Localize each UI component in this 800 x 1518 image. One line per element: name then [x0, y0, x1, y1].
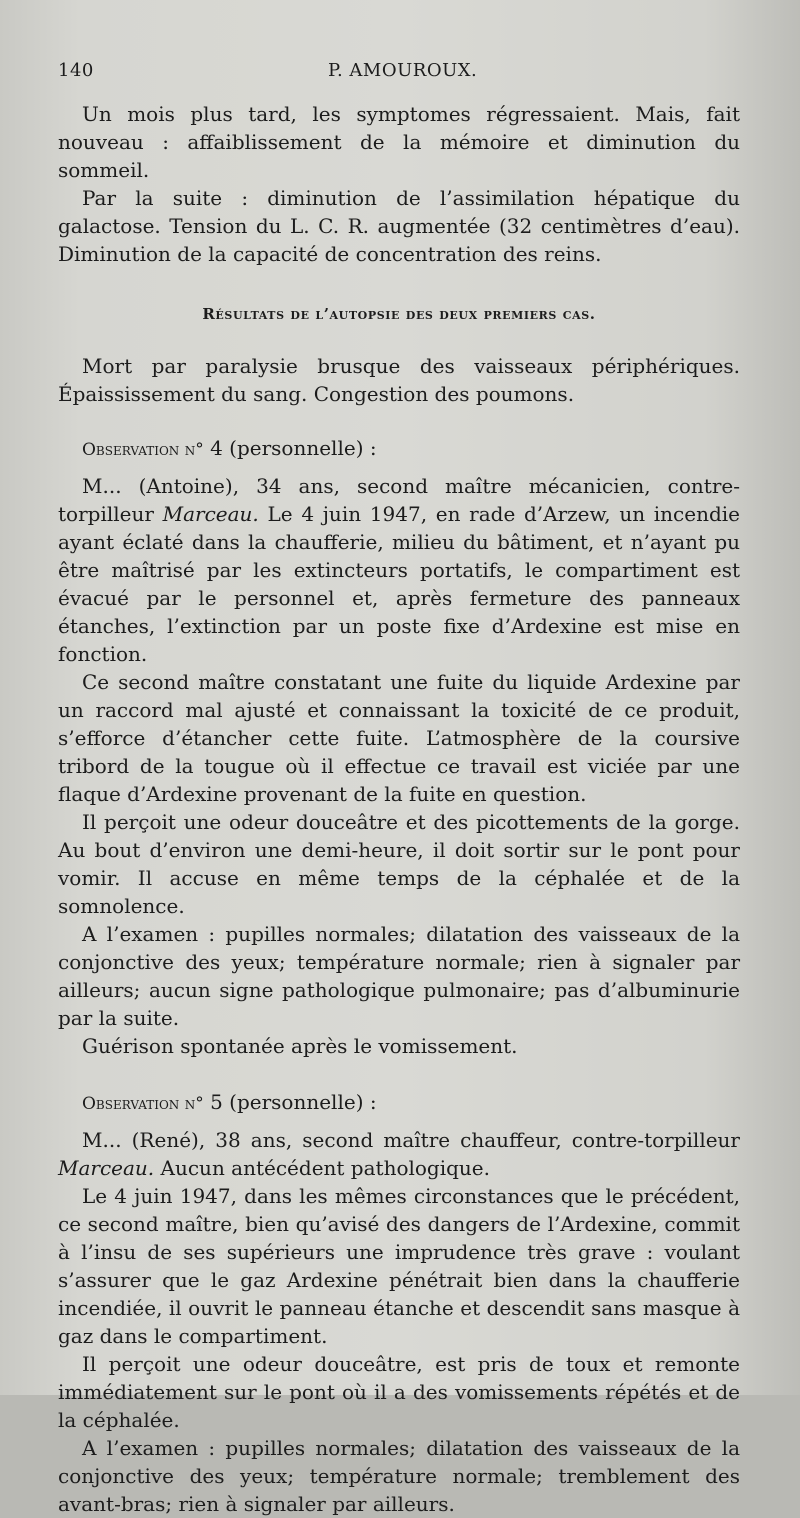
- body-text: [58, 100, 740, 1518]
- observation-5-heading: [58, 1088, 740, 1118]
- intro-paragraph-2: Par la suite : diminution de l’assimilation hépatique du galactose. Tension du L. C. R. augmentée (32 centimètres d’eau). Diminution de la capacité de concentration des reins.: [58, 186, 740, 266]
- observation-4-suffix: (personnelle) :: [229, 436, 377, 460]
- page-number: 140: [58, 60, 94, 81]
- running-title: P. AMOUROUX.: [328, 60, 478, 81]
- observation-4-paragraph-2: Ce second maître constatant une fuite du liquide Ardexine par un raccord mal ajusté et connaissant la toxicité de ce produit, s’efforce d’étancher cette fuite. L’atmosphère de la coursive tribord de la tougue où il effectue ce travail est viciée par une flaque d’Ardexine provenant de la fuite en question.: [58, 670, 740, 806]
- autopsy-heading: Résultats de l’autopsie des deux premiers cas.: [202, 305, 596, 323]
- observation-4-paragraph-1: [58, 472, 740, 668]
- observation-4-event: Le 4 juin 1947, en rade d’Arzew, un incendie ayant éclaté dans la chaufferie, milieu du bâtiment, et n’ayant pu être maîtrisé par les extincteurs portatifs, le compartiment est évacué par le personnel et, après fermeture des panneaux étanches, l’extinction par un poste fixe d’Ardexine est mise en fonction.: [58, 502, 741, 666]
- observation-5-paragraph-1: [58, 1126, 740, 1182]
- observation-5-number: 5: [210, 1090, 223, 1114]
- autopsy-paragraph: Mort par paralysie brusque des vaisseaux périphériques. Épaississement du sang. Congestion des poumons.: [58, 354, 740, 406]
- observation-5-patient: M... (René), 38 ans, second maître chauffeur, contre-torpilleur: [82, 1128, 740, 1152]
- observation-5-suffix: (personnelle) :: [229, 1090, 377, 1114]
- observation-5-paragraph-4: A l’examen : pupilles normales; dilatation des vaisseaux de la conjonctive des yeux; température normale; tremblement des avant-bras; rien à signaler par ailleurs.: [58, 1436, 740, 1516]
- observation-4-paragraph-5: Guérison spontanée après le vomissement.: [82, 1034, 518, 1058]
- observation-4-paragraph-3: Il perçoit une odeur douceâtre et des picottements de la gorge. Au bout d’environ une demi-heure, il doit sortir sur le pont pour vomir. Il accuse en même temps de la céphalée et de la somnolence.: [58, 810, 740, 918]
- observation-5-paragraph-3: Il perçoit une odeur douceâtre, est pris de toux et remonte immédiatement sur le pont où il a des vomissements répétés et de la céphalée.: [58, 1352, 740, 1432]
- observation-4-paragraph-4: A l’examen : pupilles normales; dilatation des vaisseaux de la conjonctive des yeux; température normale; rien à signaler par ailleurs; aucun signe pathologique pulmonaire; pas d’albuminurie par la suite.: [58, 922, 740, 1030]
- observation-4-ship: Marceau.: [162, 502, 259, 526]
- observation-5-paragraph-2: Le 4 juin 1947, dans les mêmes circonstances que le précédent, ce second maître, bien qu’avisé des dangers de l’Ardexine, commit à l’insu de ses supérieurs une imprudence très grave : voulant s’assurer que le gaz Ardexine pénétrait bien dans la chaufferie incendiée, il ouvrit le panneau étanche et descendit sans masque à gaz dans le compartiment.: [58, 1184, 740, 1348]
- page-header: [58, 60, 738, 90]
- observation-5-history: Aucun antécédent pathologique.: [160, 1156, 491, 1180]
- observation-4-heading: [58, 434, 740, 464]
- intro-paragraph-1: Un mois plus tard, les symptomes régressaient. Mais, fait nouveau : affaiblissement de la mémoire et diminution du sommeil.: [58, 102, 740, 182]
- observation-4-label: Observation n°: [82, 440, 204, 460]
- observation-4-number: 4: [210, 436, 223, 460]
- observation-4-patient: M... (Antoine), 34 ans, second maître mécanicien, contre-torpilleur: [58, 474, 740, 526]
- observation-5-label: Observation n°: [82, 1094, 204, 1114]
- observation-5-ship: Marceau.: [58, 1156, 155, 1180]
